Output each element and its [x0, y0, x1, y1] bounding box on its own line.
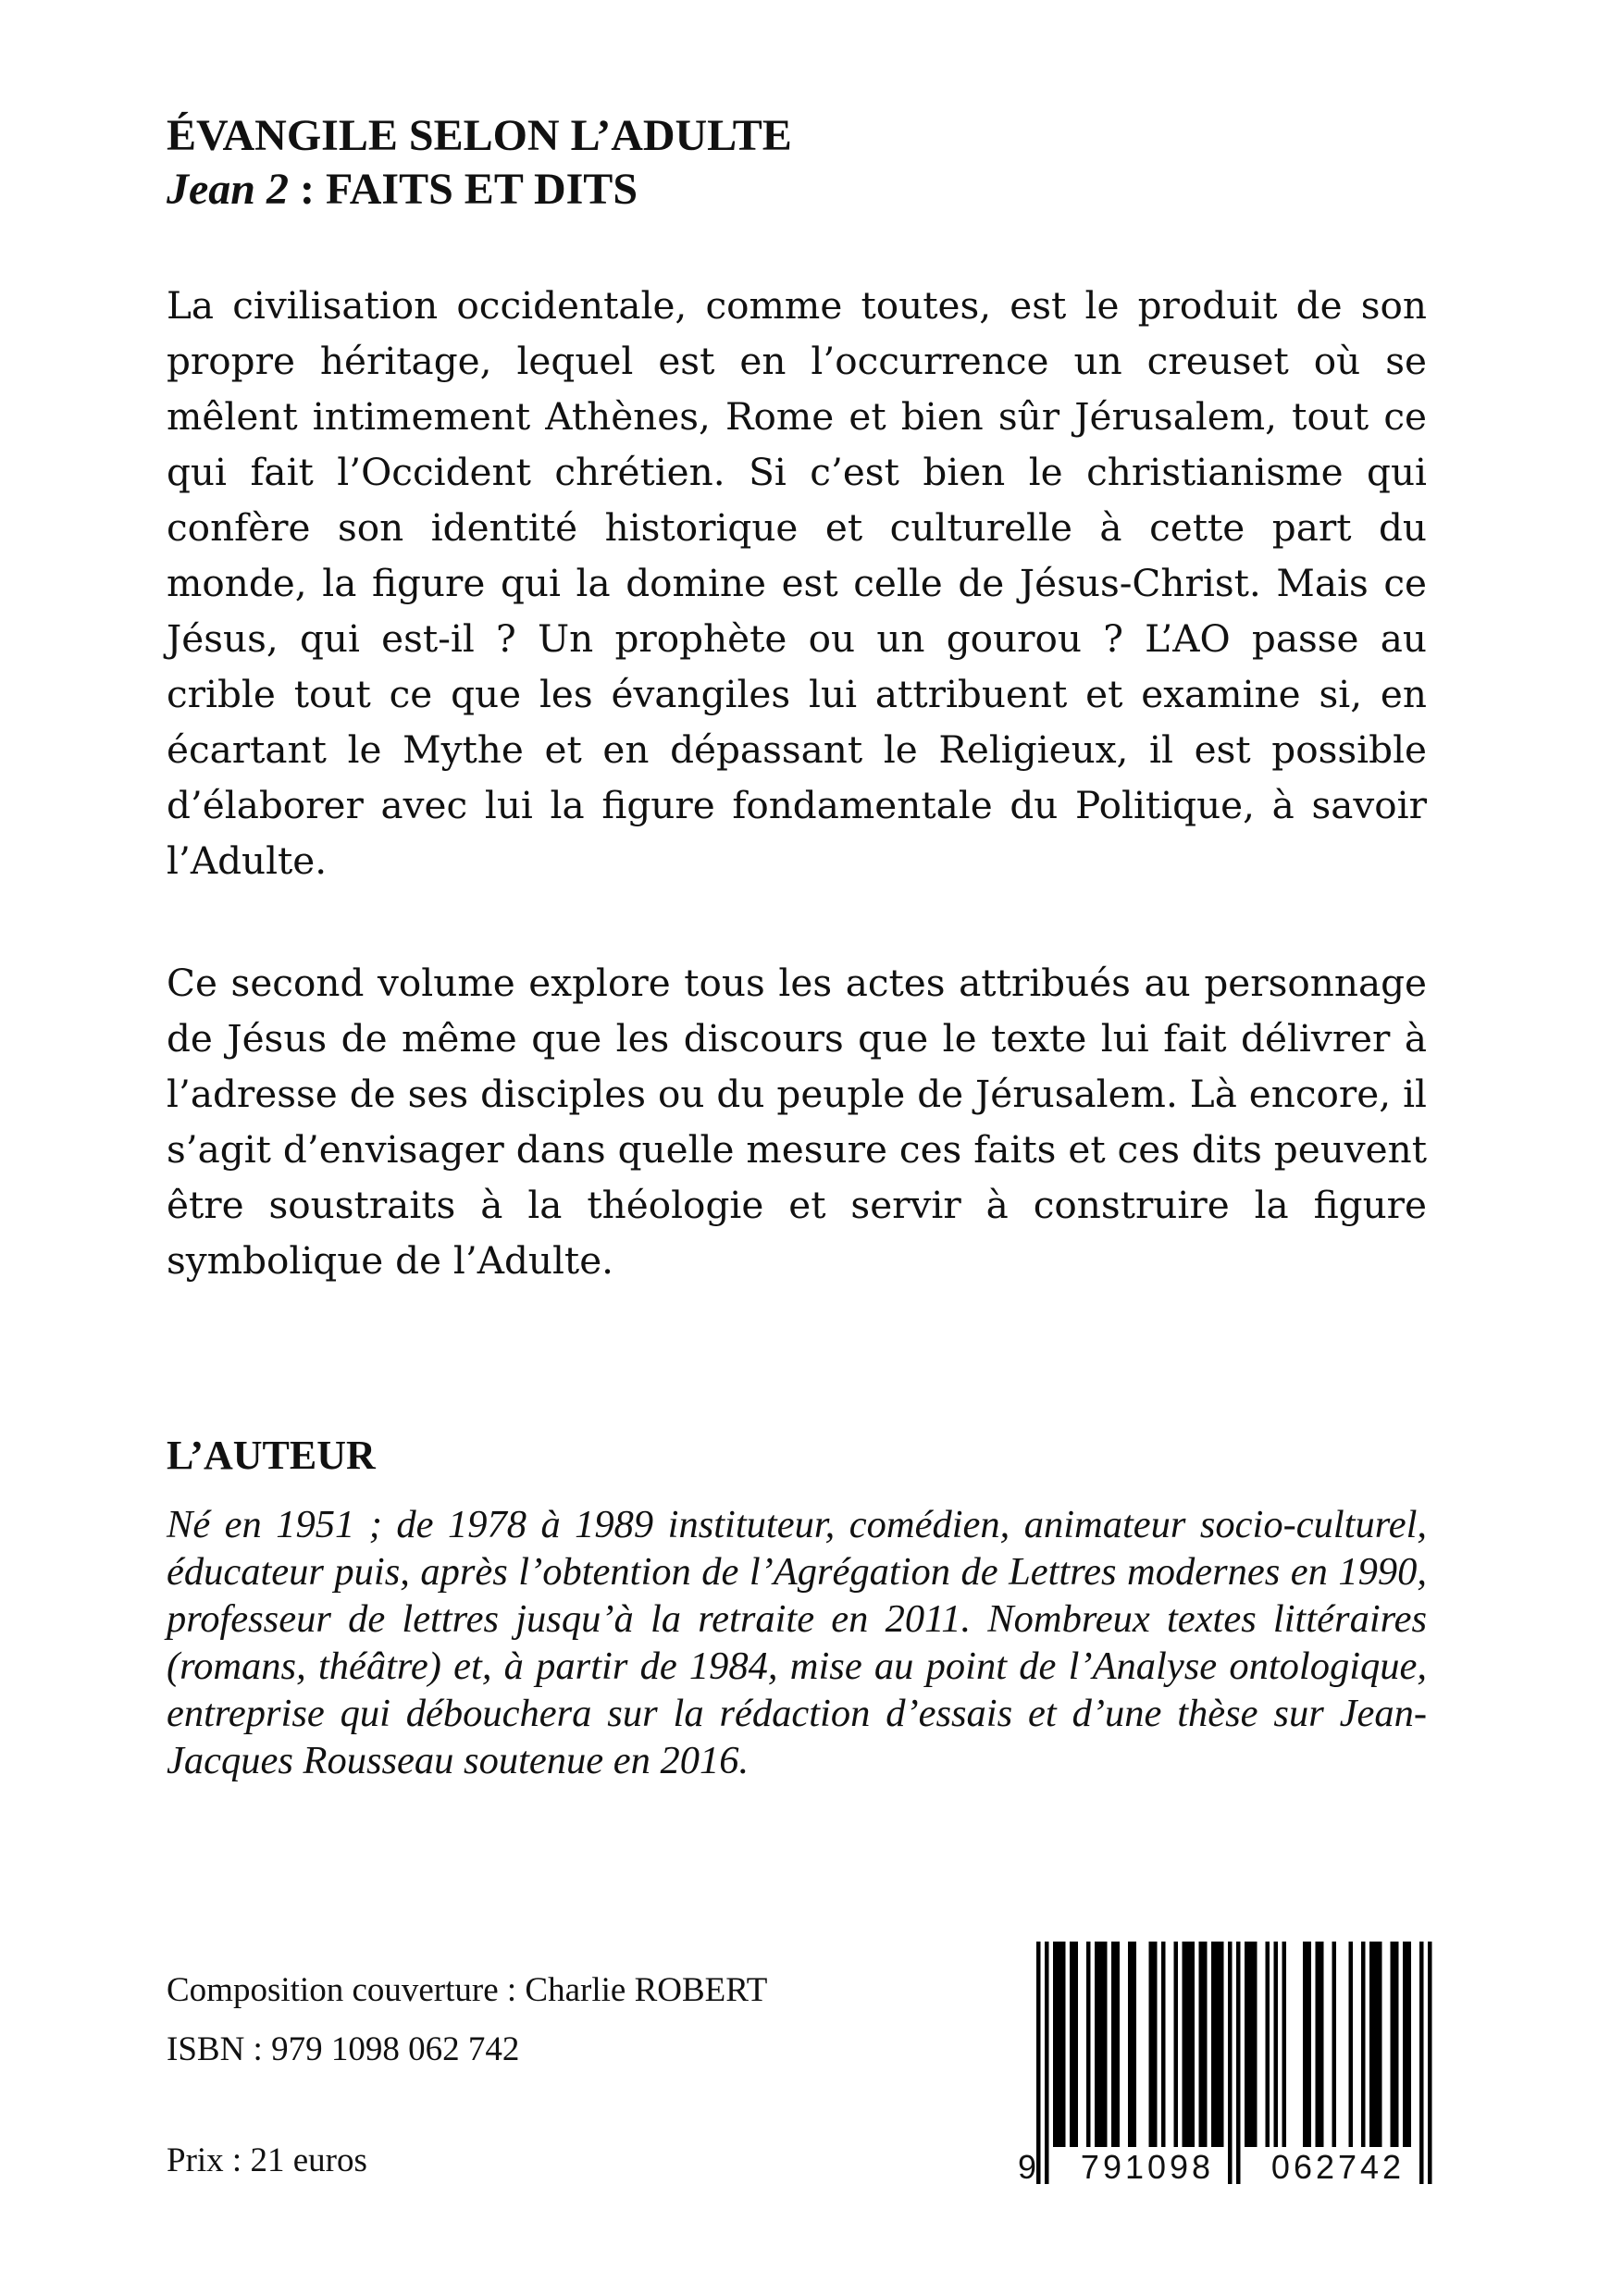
barcode-first-digit: 9: [1018, 2148, 1037, 2186]
barcode-bar: [1245, 1942, 1258, 2147]
volume-italic: Jean 2: [167, 165, 289, 214]
barcode-bar: [1303, 1942, 1311, 2147]
blurb-paragraph-1: La civilisation occidentale, comme toutes, est le produit de son propre héritage, lequel est en l’occurrence un creuset où se mêlent intimement Athènes, Rome et bien sûr Jérusalem, tout ce qui fait l’Occident chrétien. Si c’est bien le christianisme qui confère son identité historique et culturelle à cette part du monde, la figure qui la domine est celle de Jésus-Christ. Mais ce Jésus, qui est-il ? Un prophète ou un gourou ? L’AO passe au crible tout ce que les évangiles lui attribuent et examine si, en écartant le Mythe et en dépassant le Religieux, il est possible d’élaborer avec lui la figure fondamentale du Politique, à savoir l’Adulte.: [167, 283, 1427, 883]
book-volume: [167, 163, 1462, 217]
barcode-bar: [1282, 1942, 1287, 2147]
volume-rest: : FAITS ET DITS: [289, 165, 638, 214]
barcode-bar: [1274, 1942, 1279, 2147]
barcode-bar: [1086, 1942, 1091, 2147]
book-title: ÉVANGILE SELON L’ADULTE: [167, 111, 792, 160]
barcode-bar: [1183, 1942, 1196, 2147]
barcode-bar: [1174, 1942, 1179, 2147]
barcode-bar: [1161, 1942, 1166, 2147]
barcode-guard-bar: [1045, 1942, 1049, 2184]
barcode-bar: [1361, 1942, 1366, 2147]
barcode-bar: [1403, 1942, 1411, 2147]
cover-credit: Composition couverture : Charlie ROBERT: [167, 1971, 768, 2009]
barcode-guard-bar: [1236, 1942, 1241, 2184]
barcode-bar: [1070, 1942, 1078, 2147]
barcode-bar: [1095, 1942, 1108, 2147]
barcode-bar: [1053, 1942, 1066, 2147]
barcode-guard-bar: [1228, 1942, 1233, 2184]
barcode-digits: [1016, 2149, 1432, 2186]
barcode-bar: [1128, 1942, 1136, 2147]
blurb-paragraph-2: Ce second volume explore tous les actes attribués au personnage de Jésus de même que les discours que le texte lui fait délivrer à l’adresse de ses disciples ou du peuple de Jérusalem. Là encore, il s’agit d’envisager dans quelle mesure ces faits et ces dits peuvent être soustraits à la théologie et servir à construire la figure symbolique de l’Adulte.: [167, 961, 1427, 1283]
isbn-text: ISBN : 979 1098 062 742: [167, 2030, 520, 2068]
barcode-guard-bar: [1428, 1942, 1432, 2184]
author-heading: L’AUTEUR: [167, 1433, 376, 1478]
book-title-block: [167, 109, 1462, 217]
barcode-bar: [1316, 1942, 1324, 2147]
barcode-guard-bar: [1036, 1942, 1041, 2184]
barcode-bar: [1266, 1942, 1270, 2147]
barcode-bar: [1332, 1942, 1337, 2147]
barcode-bar: [1199, 1942, 1208, 2147]
barcode-bar: [1369, 1942, 1382, 2147]
price-text: Prix : 21 euros: [167, 2141, 367, 2179]
barcode-left-group: 791098: [1080, 2148, 1215, 2186]
barcode-bar: [1149, 1942, 1158, 2147]
barcode-bar: [1349, 1942, 1354, 2147]
barcode-bar: [1391, 1942, 1399, 2147]
author-bio: Né en 1951 ; de 1978 à 1989 instituteur, comédien, animateur socio-culturel, éducateur puis, après l’obtention de l’Agrégation de Lettres modernes en 1990, professeur de lettres jusqu’à la retraite en 2011. Nombreux textes littéraires (romans, théâtre) et, à partir de 1984, mise au point de l’Analyse ontologique, entreprise qui débouchera sur la rédaction d’essais et d’une thèse sur Jean-Jacques Rousseau soutenue en 2016.: [167, 1503, 1427, 1782]
barcode-bar: [1111, 1942, 1120, 2147]
barcode-right-group: 062742: [1270, 2148, 1406, 2186]
barcode-guard-bar: [1419, 1942, 1424, 2184]
barcode-bar: [1211, 1942, 1224, 2147]
barcode: [1016, 1942, 1432, 2186]
